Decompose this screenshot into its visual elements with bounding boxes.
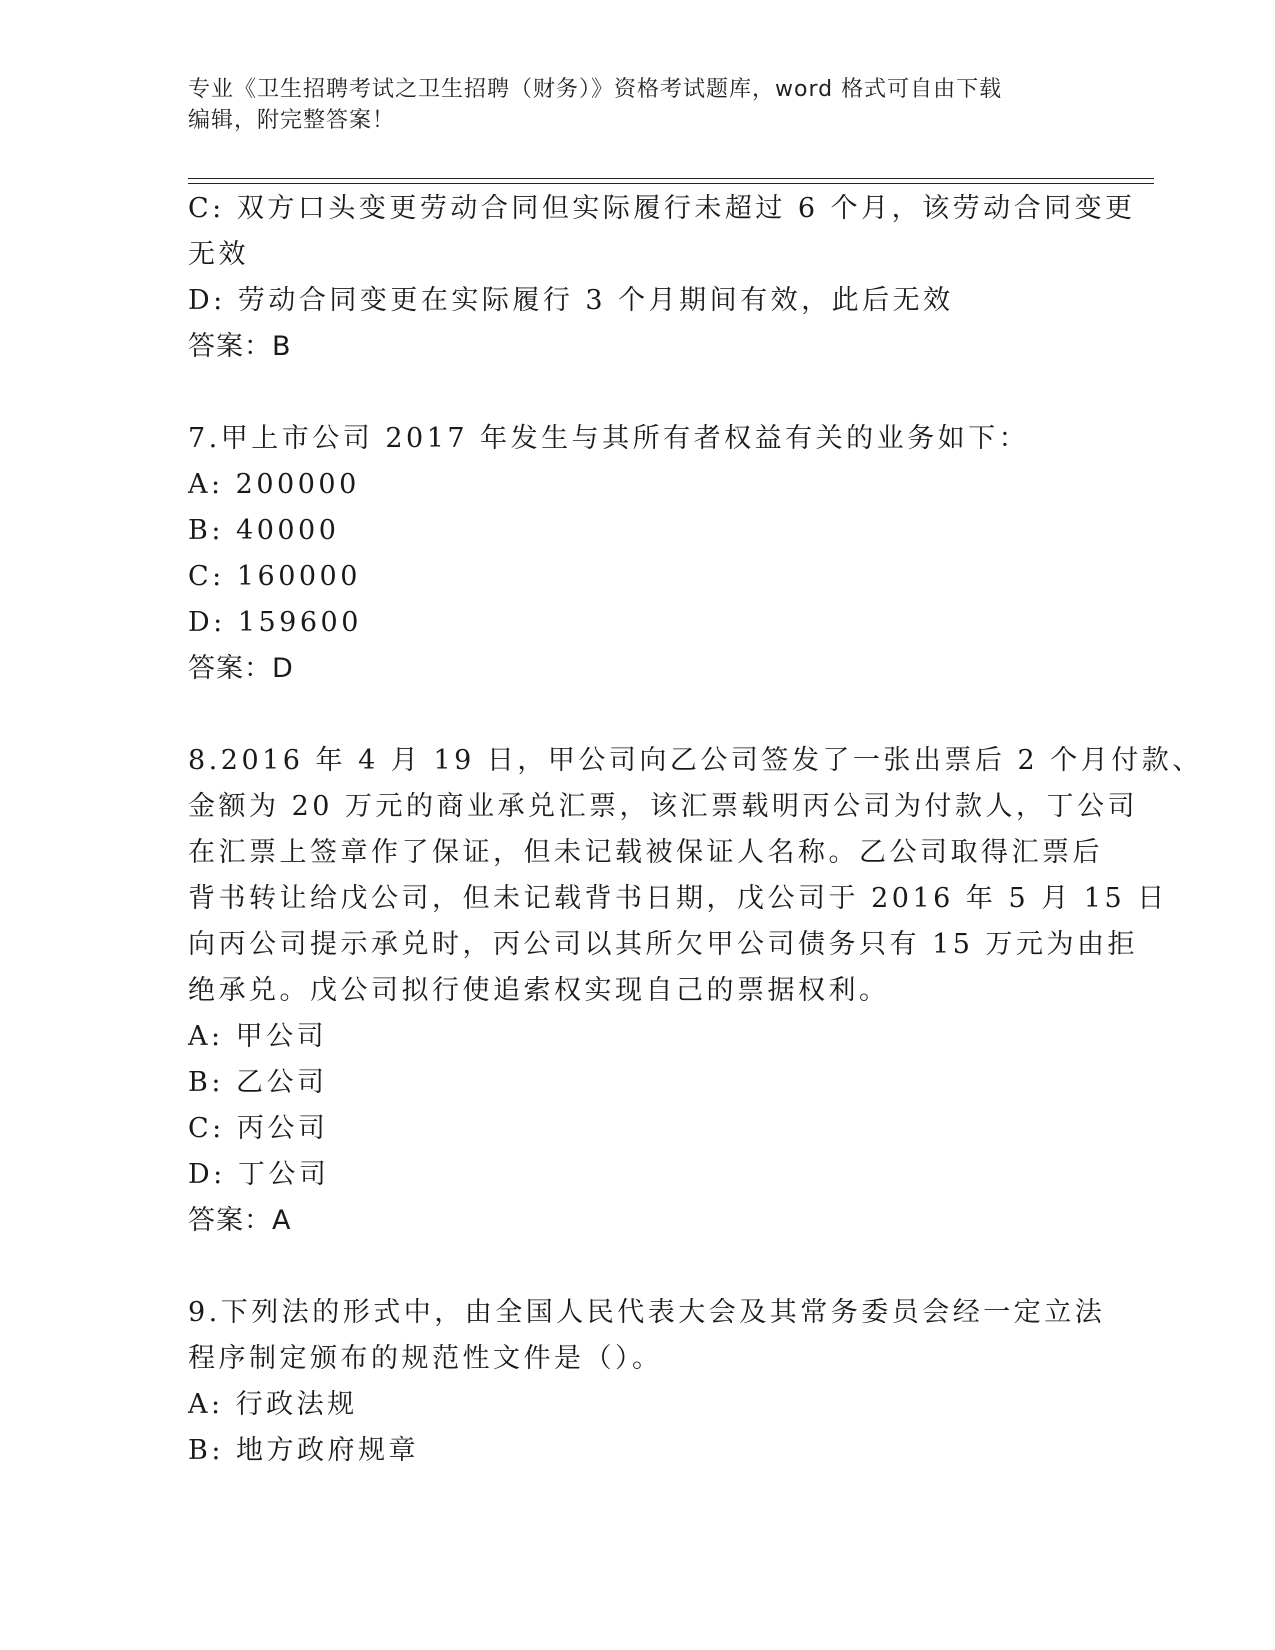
option-c: C: 丙公司 bbox=[188, 1113, 329, 1144]
spacer bbox=[188, 370, 1088, 416]
option-c: C: 160000 bbox=[188, 561, 361, 592]
question-stem-line: 程序制定颁布的规范性文件是（）。 bbox=[188, 1343, 663, 1374]
question-content bbox=[188, 186, 1203, 1474]
question-stem-line: 8.2016 年 4 月 19 日，甲公司向乙公司签发了一张出票后 2 个月付款、 bbox=[188, 745, 1203, 776]
question-stem: 7.甲上市公司 2017 年发生与其所有者权益有关的业务如下： bbox=[188, 423, 1030, 454]
question-stem-line: 向丙公司提示承兑时，丙公司以其所欠甲公司债务只有 15 万元为由拒 bbox=[188, 929, 1139, 960]
option-b: B: 地方政府规章 bbox=[188, 1435, 420, 1466]
answer: 答案：B bbox=[188, 331, 292, 362]
question-stem-line: 在汇票上签章作了保证，但未记载被保证人名称。乙公司取得汇票后 bbox=[188, 837, 1103, 868]
option-a: A: 甲公司 bbox=[188, 1021, 328, 1052]
question-stem-line: 绝承兑。戊公司拟行使追索权实现自己的票据权利。 bbox=[188, 975, 890, 1006]
option-c-line-1: C: 双方口头变更劳动合同但实际履行未超过 6 个月，该劳动合同变更 bbox=[188, 193, 1136, 224]
option-c-line-2: 无效 bbox=[188, 239, 249, 270]
question-stem-line: 9.下列法的形式中，由全国人民代表大会及其常务委员会经一定立法 bbox=[188, 1297, 1106, 1328]
answer: 答案：A bbox=[188, 1205, 292, 1236]
option-b: B: 乙公司 bbox=[188, 1067, 328, 1098]
option-a: A: 200000 bbox=[188, 469, 360, 500]
question-8 bbox=[188, 738, 1203, 1244]
option-a: A: 行政法规 bbox=[188, 1389, 358, 1420]
answer: 答案：D bbox=[188, 653, 294, 684]
question-stem-line: 背书转让给戊公司，但未记载背书日期，戊公司于 2016 年 5 月 15 日 bbox=[188, 883, 1168, 914]
question-9 bbox=[188, 1290, 1106, 1474]
document-header bbox=[188, 74, 1068, 136]
question-7 bbox=[188, 416, 1088, 692]
header-line-1: 专业《卫生招聘考试之卫生招聘（财务）》资格考试题库，word 格式可自由下载 bbox=[188, 77, 1003, 102]
spacer bbox=[188, 1244, 1088, 1290]
question-stem-line: 金额为 20 万元的商业承兑汇票，该汇票载明丙公司为付款人，丁公司 bbox=[188, 791, 1139, 822]
question-6 bbox=[188, 186, 1136, 370]
option-d: D: 159600 bbox=[188, 607, 362, 638]
spacer bbox=[188, 692, 1088, 738]
option-d: D: 劳动合同变更在实际履行 3 个月期间有效，此后无效 bbox=[188, 285, 954, 316]
option-b: B: 40000 bbox=[188, 515, 340, 546]
header-divider-bottom bbox=[188, 183, 1154, 184]
option-d: D: 丁公司 bbox=[188, 1159, 330, 1190]
header-line-2: 编辑，附完整答案！ bbox=[188, 108, 396, 133]
header-divider-top bbox=[188, 178, 1154, 179]
